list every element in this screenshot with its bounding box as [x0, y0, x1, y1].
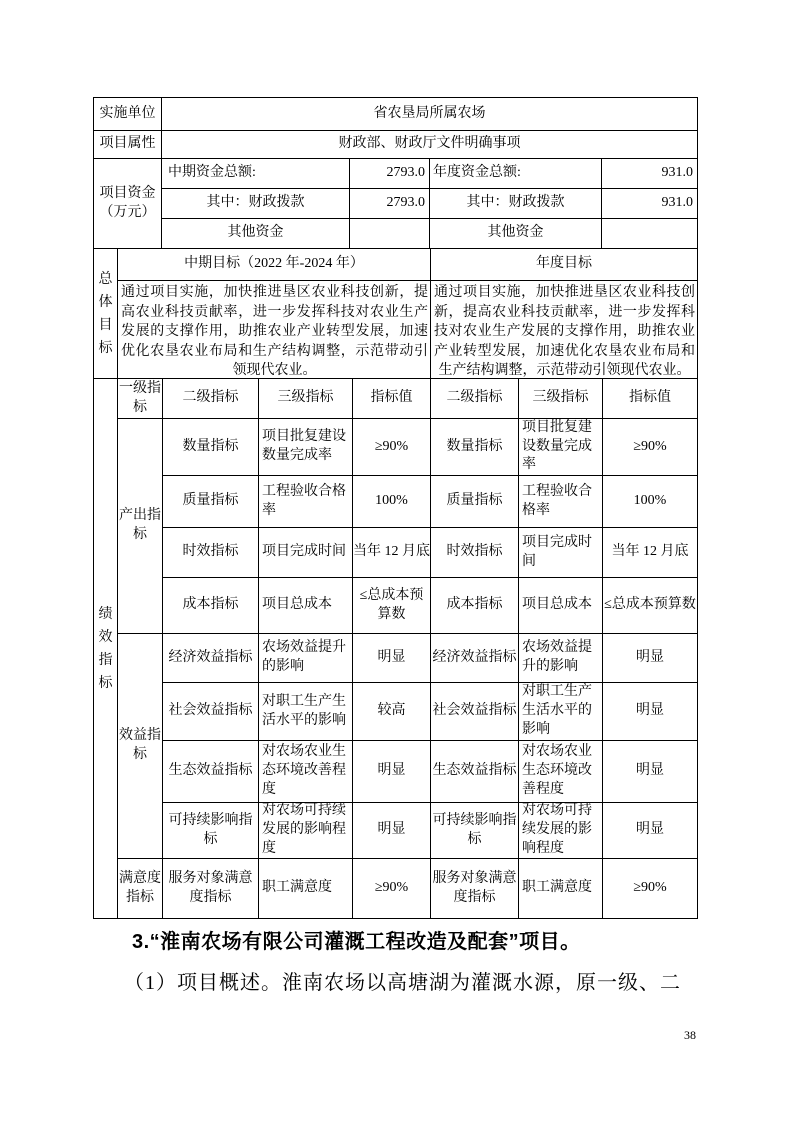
group-output: 产出指标 [118, 419, 163, 634]
table-row-cell: 明显 [603, 634, 697, 683]
table-row-cell: 对农场农业生态环境改善程度 [259, 741, 353, 803]
perf-label: 绩效指标 [94, 379, 118, 918]
table-row-cell: 明显 [353, 803, 431, 859]
overall-goal-section [94, 249, 697, 379]
table-row-cell: 数量指标 [163, 419, 259, 476]
overall-goal-label: 总体目标 [94, 249, 118, 379]
funding-label: 项目资金（万元） [94, 159, 162, 249]
group-benefit: 效益指标 [118, 634, 163, 859]
year-other-value [602, 219, 697, 249]
table-row-cell: 可持续影响指标 [431, 803, 519, 859]
table-row-cell: 明显 [353, 634, 431, 683]
impl-unit-value: 省农垦局所属农场 [162, 98, 697, 131]
table-row-cell: 质量指标 [431, 476, 519, 528]
table-row-cell: 对农场农业生态环境改善程度 [519, 741, 603, 803]
year-total-value: 931.0 [602, 159, 697, 189]
header-value-year: 指标值 [603, 379, 697, 419]
table-row-cell: 时效指标 [431, 528, 519, 578]
year-goal-text: 通过项目实施，加快推进垦区农业科技创新，提高农业科技贡献率，进一步发挥科技对农业生产发展的支撑作用，助推农业产业转型发展，加速优化农垦农业布局和生产结构调整，示范带动引领现代农业。 [434, 285, 695, 379]
table-row-cell: 100% [353, 476, 431, 528]
year-total-label: 年度资金总额: [430, 159, 602, 189]
impl-unit-label: 实施单位 [94, 98, 162, 131]
header-value-mid: 指标值 [353, 379, 431, 419]
table-row-cell: 明显 [603, 803, 697, 859]
table-row-cell: 服务对象满意度指标 [163, 859, 259, 918]
mid-goal-header: 中期目标（2022 年-2024 年） [118, 249, 431, 281]
table-row-cell: 对职工生产生活水平的影响 [519, 683, 603, 741]
attr-label: 项目属性 [94, 131, 162, 159]
table-row-cell: 明显 [603, 683, 697, 741]
table-row-cell: 较高 [353, 683, 431, 741]
table-row-cell: 服务对象满意度指标 [431, 859, 519, 918]
page-number: 38 [684, 1028, 696, 1042]
table-row-cell: ≥90% [353, 859, 431, 918]
table-row-cell: 项目完成时间 [519, 528, 603, 578]
mid-goal-text: 通过项目实施，加快推进垦区农业科技创新，提高农业科技贡献率，进一步发挥科技对农业生产发展的支撑作用，助推农业产业转型发展，加速优化农垦农业布局和生产结构调整，示范带动引领现代农业。 [121, 285, 428, 379]
table-row-cell: 职工满意度 [259, 859, 353, 918]
body-paragraph: （1）项目概述。淮南农场以高塘湖为灌溉水源，原一级、二 [124, 972, 681, 994]
table-row-cell: ≤总成本预算数 [353, 578, 431, 634]
table-row-cell: 社会效益指标 [163, 683, 259, 741]
section-heading: 3.“淮南农场有限公司灌溉工程改造及配套”项目。 [132, 931, 581, 953]
table-row-cell: 明显 [353, 741, 431, 803]
table-row-cell: ≤总成本预算数 [603, 578, 697, 634]
table-row-cell: 当年 12 月底 [353, 528, 431, 578]
table-row-cell: 明显 [603, 741, 697, 803]
header-level2-year: 二级指标 [431, 379, 519, 419]
table-row-cell: 数量指标 [431, 419, 519, 476]
table-row-cell: 可持续影响指标 [163, 803, 259, 859]
table-row-cell: 经济效益指标 [431, 634, 519, 683]
attr-value: 财政部、财政厅文件明确事项 [162, 131, 697, 159]
table-row-cell: 职工满意度 [519, 859, 603, 918]
table-row-cell: 生态效益指标 [431, 741, 519, 803]
header-level3-mid: 三级指标 [259, 379, 353, 419]
table-row-cell: 生态效益指标 [163, 741, 259, 803]
table-row-cell: 农场效益提升的影响 [259, 634, 353, 683]
table-row-cell: 当年 12 月底 [603, 528, 697, 578]
table-row-cell: ≥90% [603, 419, 697, 476]
mid-fiscal-value: 2793.0 [350, 189, 430, 219]
table-row-cell: 项目总成本 [259, 578, 353, 634]
header-level2-mid: 二级指标 [163, 379, 259, 419]
table-row-cell: 项目完成时间 [259, 528, 353, 578]
table-row-cell: 经济效益指标 [163, 634, 259, 683]
header-level1: 一级指标 [118, 379, 163, 419]
mid-goal-text-cell [118, 281, 431, 379]
year-fiscal-value: 931.0 [602, 189, 697, 219]
table-row-cell: ≥90% [633, 880, 667, 896]
project-info-table [93, 97, 698, 919]
table-row-cell: 时效指标 [163, 528, 259, 578]
table-row-cell: 项目总成本 [519, 578, 603, 634]
table-row-cell: 100% [603, 476, 697, 528]
funding-section [94, 159, 697, 249]
year-fiscal-label: 其中：财政拨款 [430, 189, 602, 219]
table-row-cell: 项目批复建设数量完成率 [519, 419, 603, 476]
table-row-cell: 成本指标 [163, 578, 259, 634]
table-row-cell: 成本指标 [431, 578, 519, 634]
mid-fiscal-label: 其中：财政拨款 [162, 189, 350, 219]
table-row-cell: 对职工生产生活水平的影响 [259, 683, 353, 741]
table-row-cell: 工程验收合格率 [259, 476, 353, 528]
info-section [94, 98, 697, 159]
mid-total-value: 2793.0 [350, 159, 430, 189]
header-level3-year: 三级指标 [519, 379, 603, 419]
group-satisfaction: 满意度指标 [118, 859, 163, 918]
table-row-cell: 项目批复建设数量完成率 [259, 419, 353, 476]
year-goal-text-cell [431, 281, 697, 379]
table-row-cell: 工程验收合格率 [519, 476, 603, 528]
year-goal-header: 年度目标 [431, 249, 697, 281]
table-row-cell: 社会效益指标 [431, 683, 519, 741]
mid-other-label: 其他资金 [162, 219, 350, 249]
table-row-cell: 对农场可持续发展的影响程度 [519, 803, 603, 859]
table-row-cell: 质量指标 [163, 476, 259, 528]
table-row-cell: 对农场可持续发展的影响程度 [259, 803, 353, 859]
year-other-label: 其他资金 [430, 219, 602, 249]
performance-indicator-section [94, 379, 697, 918]
table-row-cell: 农场效益提升的影响 [519, 634, 603, 683]
mid-total-label: 中期资金总额: [162, 159, 350, 189]
mid-other-value [350, 219, 430, 249]
table-row-cell: ≥90% [353, 419, 431, 476]
